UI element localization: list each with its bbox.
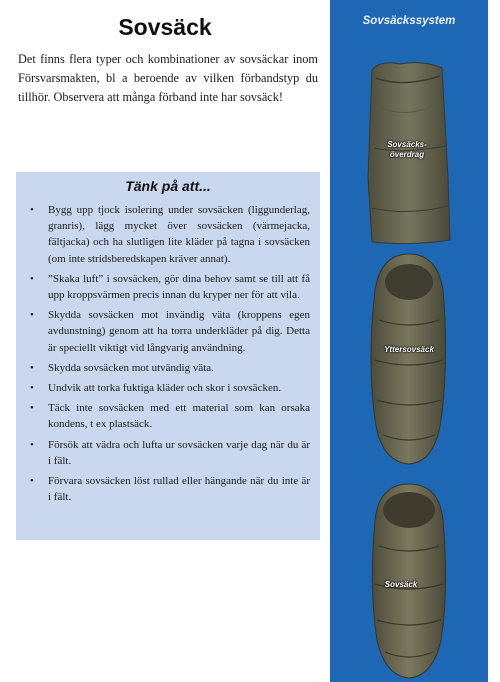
tip-item xyxy=(28,307,310,356)
tip-item xyxy=(28,271,310,303)
tip-item xyxy=(28,360,310,376)
tip-text: ”Skaka luft” i sovsäcken, gör dina behov samt se till att få upp kroppsvärmen precis innan du kryper ner för att vila. xyxy=(48,272,310,302)
tip-list xyxy=(16,202,320,505)
tip-text: Täck inte sovsäcken med ett material som kan orsaka kondens, t ex plastsäck. xyxy=(48,402,310,431)
tip-item xyxy=(28,437,310,469)
bag-label-line: Sovsäck xyxy=(384,580,418,589)
bullet-icon: • xyxy=(30,475,34,488)
bag-label-cover xyxy=(362,140,452,160)
outer-sleeping-bag-image xyxy=(365,250,453,468)
bag-label-line: Sovsäcks- xyxy=(387,140,427,149)
tip-item xyxy=(28,202,310,267)
bullet-icon: • xyxy=(30,204,34,216)
tip-item xyxy=(28,380,310,396)
bullet-icon: • xyxy=(30,402,34,415)
tip-item xyxy=(28,400,310,432)
bullet-icon: • xyxy=(30,272,34,285)
bag-label-line: Yttersovsäck xyxy=(384,345,434,354)
bag-label-line: överdrag xyxy=(389,150,425,159)
bullet-icon: • xyxy=(30,361,34,374)
tip-heading: Tänk på att... xyxy=(125,178,211,194)
intro-paragraph: Det finns flera typer och kombinationer av sovsäckar inom Försvarsmakten, bl a beroende av vilken förbandstyp du tillhör. Observera att många förband inte har sovsäck! xyxy=(18,52,318,104)
sidebar-title: Sovsäckssystem xyxy=(362,15,456,27)
bullet-icon: • xyxy=(30,309,34,322)
bullet-icon: • xyxy=(30,382,34,395)
sidebar xyxy=(330,0,488,682)
tip-text: Skydda sovsäcken mot utvändig väta. xyxy=(48,361,214,374)
tip-text: Bygg upp tjock isolering under sovsäcken (liggunderlag, granris), lägg mycket över sovsäcken (värmejacka, fältjacka) och ha slutligen lite kläder på tagna i sovsäcken (om inte stridsberedskapen kräver annat). xyxy=(48,204,310,265)
page-title: Sovsäck xyxy=(118,14,212,40)
tip-text: Förvara sovsäcken löst rullad eller hängande när du inte är i fält. xyxy=(48,475,310,504)
tip-text: Undvik att torka fuktiga kläder och skor i sovsäcken. xyxy=(48,382,282,395)
tip-item xyxy=(28,473,310,505)
tip-box xyxy=(16,172,320,540)
tip-text: Försök att vädra och lufta ur sovsäcken varje dag när du är i fält. xyxy=(48,438,310,467)
bag-label-outer xyxy=(364,345,454,355)
bag-label-sleeping-bag xyxy=(356,580,446,590)
tip-text: Skydda sovsäcken mot invändig väta (kroppens egen avdunstning) genom att ha torra underkläder på dig. Detta är speciellt viktigt vid långvarig användning. xyxy=(48,309,310,354)
bullet-icon: • xyxy=(30,438,34,451)
